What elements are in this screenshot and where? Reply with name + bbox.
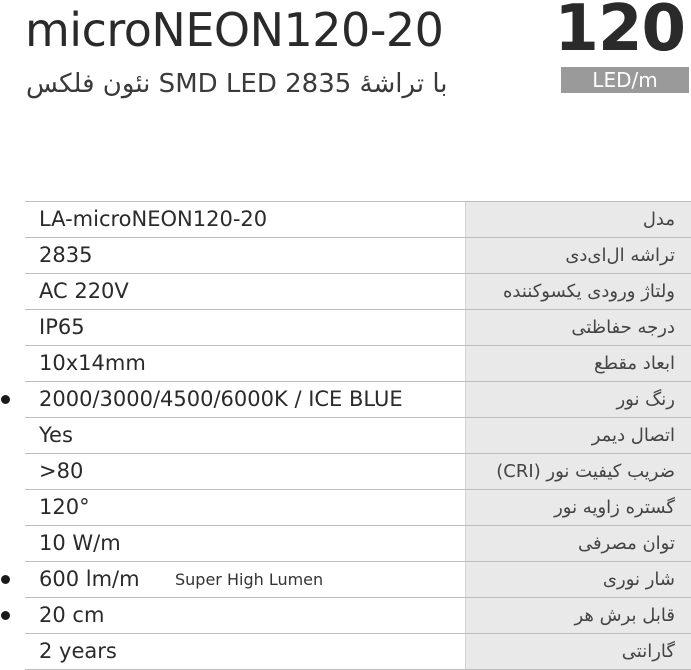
- spec-label: شار نوری: [465, 562, 691, 597]
- spec-row-model: [25, 201, 691, 237]
- spec-value: Yes: [39, 423, 73, 447]
- spec-row-power: [25, 525, 691, 561]
- spec-value: LA-microNEON120-20: [39, 207, 268, 231]
- led-density-unit-badge: LED/m: [561, 67, 689, 93]
- spec-value: 10 W/m: [39, 531, 121, 555]
- spec-row-voltage: [25, 273, 691, 309]
- spec-row-dimensions: [25, 345, 691, 381]
- spec-label: رنگ نور: [465, 382, 691, 417]
- spec-row-luminous-flux: [25, 561, 691, 597]
- spec-row-cut-length: [25, 597, 691, 633]
- spec-row-cri: [25, 453, 691, 489]
- spec-value: 600 lm/m Super High Lumen: [25, 562, 465, 597]
- spec-label: ضریب کیفیت نور (CRI): [465, 454, 691, 489]
- spec-value: 2835: [39, 243, 93, 267]
- spec-table: [25, 201, 691, 670]
- spec-value: IP65: [39, 315, 85, 339]
- spec-value: >80: [39, 459, 84, 483]
- spec-label: مدل: [465, 202, 691, 237]
- spec-label: گستره زاویه نور: [465, 490, 691, 525]
- bullet-dot: [1, 611, 10, 620]
- spec-value: 20 cm: [25, 598, 465, 633]
- super-high-lumen-note: Super High Lumen: [175, 570, 324, 589]
- spec-value: 120°: [39, 495, 90, 519]
- spec-row-warranty: [25, 633, 691, 670]
- spec-label: اتصال دیمر: [465, 418, 691, 453]
- spec-row-chip: [25, 237, 691, 273]
- spec-label: درجه حفاظتی: [465, 310, 691, 345]
- spec-row-dimmer: [25, 417, 691, 453]
- product-title: microNEON120-20: [25, 3, 444, 57]
- spec-row-ip-rating: [25, 309, 691, 345]
- spec-row-color: [25, 381, 691, 417]
- product-subtitle: نئون فلکس SMD LED با تراشهٔ 2835: [26, 69, 448, 99]
- spec-label: توان مصرفی: [465, 526, 691, 561]
- bullet-dot: [1, 575, 10, 584]
- led-density-value: 120: [554, 0, 685, 66]
- spec-value: 2 years: [39, 639, 117, 663]
- spec-label: ولتاژ ورودی یکسوکننده: [465, 274, 691, 309]
- spec-label: ابعاد مقطع: [465, 346, 691, 381]
- bullet-dot: [1, 395, 10, 404]
- spec-label: تراشه ال‌ای‌دی: [465, 238, 691, 273]
- spec-value: AC 220V: [39, 279, 129, 303]
- spec-value: 10x14mm: [39, 351, 146, 375]
- spec-label: گارانتی: [465, 634, 691, 669]
- spec-value: 2000/3000/4500/6000K / ICE BLUE: [25, 382, 465, 417]
- spec-label: قابل برش هر: [465, 598, 691, 633]
- spec-row-beam-angle: [25, 489, 691, 525]
